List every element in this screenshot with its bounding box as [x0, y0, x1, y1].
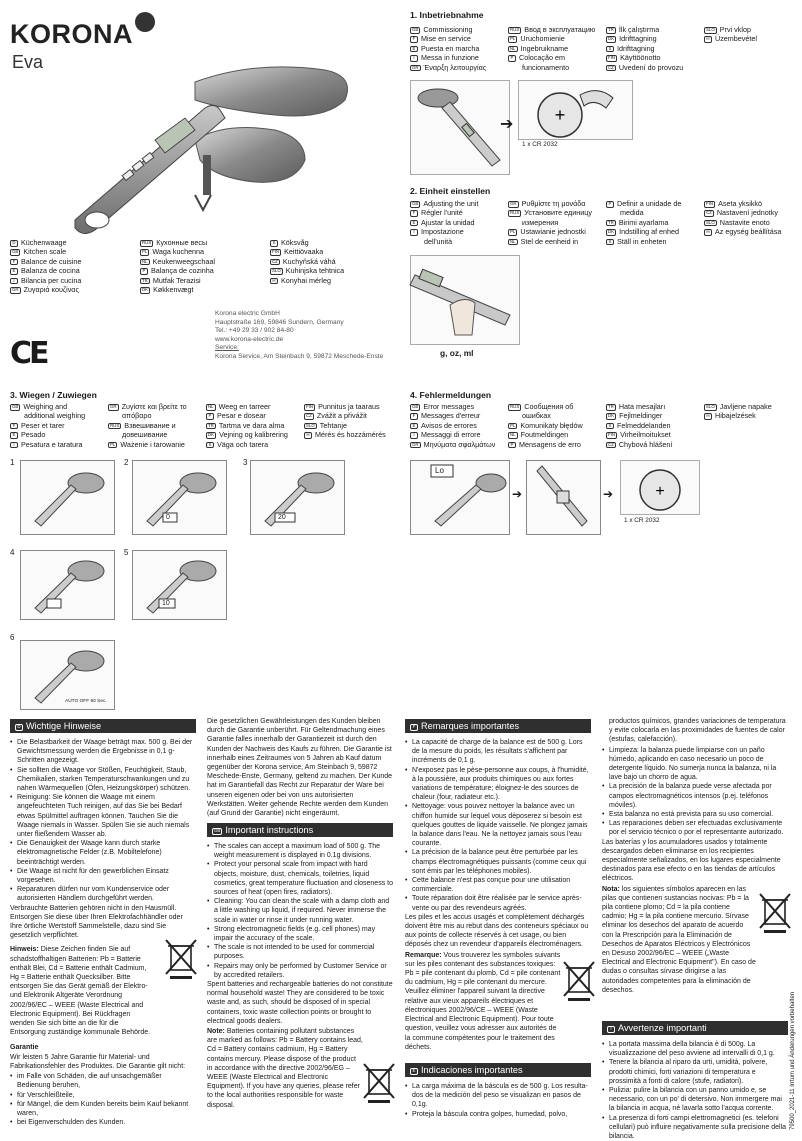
- de-hint-label: Hinweis:: [10, 946, 39, 954]
- brand-logo: KORONA: [10, 18, 155, 52]
- footer-code: 79500_2021-11 Irrtum und Änderungen vorbehalten: [790, 992, 796, 1130]
- de-warranty-bullet: • bei Eigenverschulden des Kunden.: [10, 1118, 196, 1127]
- it-bullet: • Tenere la bilancia al riparo da urti, umidità, polvere, prodotti chimici, forti variazioni di temperatura e prossimità a fonti di calore (stufe, radiatori).: [602, 1058, 788, 1086]
- it-header: I Avvertenze importanti: [602, 1021, 788, 1035]
- fr-header: F Remarques importantes: [405, 719, 591, 733]
- spoon-stem: [203, 155, 211, 195]
- lcd-value: 0: [166, 514, 170, 521]
- section4-figure-battery: [620, 460, 700, 515]
- section1-figure-scale: [410, 80, 510, 175]
- address-service-label: Service:: [215, 344, 239, 352]
- arrow-right-icon: ➔: [603, 487, 614, 501]
- en-note-text: Batteries containing pollutant substances are marked as follows: Pb = Battery contains lead, Cd = Battery contains cadmium, Hg = Battery contains mercury. Please dispose of the product in accordance with the directive 2002/96/EG – WEEE (Waste Electrical and Electronic Equipment). If you have any queries, please refer to the local authorities responsible for waste disposal.: [207, 1028, 363, 1109]
- en-bullet: • The scales can accept a maximum load of 500 g. The weight measurement is displayed in 0.1g divisions.: [207, 842, 393, 860]
- step-figure-5: [132, 550, 227, 620]
- section1-col3: TR İlk çalıştırma DK Idrifttagning S Idrifttagning FIN Käyttöönotto CZ Uvedení do provozu: [608, 25, 684, 72]
- arrow-right-icon: ➔: [512, 487, 523, 501]
- arrow-right-icon: ➔: [500, 116, 514, 133]
- it-bullet: • La portata massima della bilancia è di 500g. La visualizzazione del peso avviene ad intervalli di 0,1 g.: [602, 1040, 788, 1058]
- de-bullet: • Die Genauigkeit der Waage kann durch starke elektromagnetische Felder (z.B. Mobiltelefone) beeinträchtigt werden.: [10, 839, 196, 867]
- section3-col4: FIN Punnitus ja taaraus CZ Zvážit a přivážit SLO Tehtanje H Mérés és hozzámérés: [306, 402, 386, 440]
- en-note-label: Note:: [207, 1028, 225, 1036]
- de-bullet: • Sie sollten die Waage vor Stößen, Feuchtigkeit, Staub, Chemikalien, starken Temperaturschwankungen und zu nahen Wärmequellen (Öfen, Heizungskörper) schützen.: [10, 766, 196, 794]
- step-figure-1: [20, 460, 115, 535]
- section2-col1: GB Adjusting the unit F Régler l'unité E Ajustar la unidad I Impostazione dell'unità: [412, 199, 479, 246]
- weee-bin-icon: [560, 958, 598, 1002]
- section3-col3: NL Weeg en tarreer P Pesar e dosear TR Tartma ve dara alma DK Vejning og kalibrering S Väga och tarera: [208, 402, 288, 449]
- ce-mark: CE: [10, 336, 47, 371]
- de-bullet: • Reparaturen dürfen nur vom Kundenservice oder autorisierten Händlern durchgeführt werden.: [10, 885, 196, 903]
- address-tel: Tel.: +49 29 33 / 902 84-80: [215, 327, 294, 335]
- product-names-col1: D Küchenwaage GB Kitchen scale F Balance de cuisine E Balanza de cocina I Bilancia per cucina GR Ζυγαριά κουζίνας: [12, 238, 82, 295]
- es-body-cont: [602, 717, 788, 996]
- fr-note-label: Remarque:: [405, 951, 442, 959]
- step-figure-2: [132, 460, 227, 535]
- product-names-col2: RUS Кухонные весы PL Waga kuchenna NL Keukenweegschaal P Balança de cozinha TR Mutfak Terazisi DK Køkkenvægt: [142, 238, 215, 295]
- de-hint-text: Diese Zeichen finden Sie auf schadstoffhaltigen Batterien: Pb = Batterie enthält Blei, Cd = Batterie enthält Cadmium, Hg = Batterie enthält Quecksilber. Bitte entsorgen Sie das Gerät gemäß der Elektro- und Elektronik Altgeräte Verordnung 2002/96/EC – WEEE (Waste Electrical and Electronic Equipment). Bei Rückfragen wenden Sie sich bitte an die für die Entsorgung zuständige kommunale Behörde.: [10, 946, 151, 1037]
- es-cont-text: productos químicos, grandes variaciones de temperatura y evite colocarla en las proximidades de fuentes de calor (estufas, calefacción).: [609, 718, 786, 744]
- step-figure-4: [20, 550, 115, 620]
- fr-bullet: • Nettoyage: vous pouvez nettoyer la balance avec un chiffon humide sur lequel vous déposerez si besoin est quelques gouttes de liquide vaisselle. Ne plongez jamais la balance dans l'eau. Ne la nettoyez jamais sous l'eau courante.: [405, 802, 591, 848]
- section4-col3: TR Hata mesajları DK Fejlmeldinger S Felmeddelanden FIN Virheilmoitukset CZ Chybová hlášení: [608, 402, 673, 449]
- step-number: 2: [124, 458, 129, 467]
- product-names-col3: S Köksvåg FIN Keittiövaaka CZ Kuchyňská váhá SLO Kuhinjska tehtnica H Konyhai mérleg: [272, 238, 345, 285]
- section2-col3: P Definir a unidade de medida TR Birimi ayarlama DK Indstilling af enhed S Ställ in enheten: [608, 199, 682, 246]
- es-note-text: los siguientes símbolos aparecen en las pilas que contienen sustancias nocivas: Pb = la pila contiene plomo; Cd = la pila contiene cadmio; Hg = la pila contiene mercurio. Sírvase eliminar los desechos del aparato de acuerdo con la Prescripción para la Eliminación de Desechos de Aparatos Eléctricos y Electrónicos en Desuso 2002/96/EC – WEEE („Waste Electrical and Electronic Equipment"). En caso de dudas o consultas sírvase dirigirse a las autoridades competentes para la eliminación de desechos.: [602, 885, 756, 994]
- fr-note-text: Vous trouverez les symboles suivants sur les piles contenant des substances toxiques: Pb = pile contenant du plomb, Cd = pile contenant du cadmium, Hg = pile contenant du mercure. Veuillez éliminer l'appareil suivant la directive relative aux vieux appareils électriques et électroniques 2002/96/CE – WEEE (Waste Electrical and Electronic Equipment). Pour toute question, veuillez vous adresser aux autorités de la commune compétentes pour le traitement des déchets.: [405, 951, 561, 1051]
- fr-bullet: • N'exposez pas le pèse-personne aux coups, à l'humidité, à la poussière, aux produits chimiques ou aux fortes variations de température; éloignez-le des sources de chaleur (four, radiateur etc.).: [405, 766, 591, 803]
- en-bullet: • Cleaning: You can clean the scale with a damp cloth and a little washing up liquid, if required. Never immerse the scale in water or rinse it under running water.: [207, 897, 393, 925]
- de-bullet: • Die Belastbarkeit der Waage beträgt max. 500 g. Bei der Gewichtsmessung werden die Ergebnisse in 0,1 g-Schritten angezeigt.: [10, 738, 196, 766]
- de-warranty-bullet: • im Falle von Schäden, die auf unsachgemäßer Bedienung beruhen,: [10, 1072, 196, 1090]
- step-number: 6: [10, 633, 15, 642]
- section1-col1: GB Commissioning F Mise en service E Puesta en marcha I Messa in funzione GR Έναρξη λειτουργίας: [412, 25, 487, 72]
- svg-text:+: +: [554, 105, 566, 125]
- it-body: [602, 1040, 788, 1141]
- de-header: D Wichtige Hinweise: [10, 719, 196, 733]
- section4-col4: SLO Javljene napake H Hibajelzések: [706, 402, 772, 421]
- weee-bin-icon: [360, 1060, 398, 1104]
- section3-col1: GB Weighing and additional weighing F Peser et tarer E Pesado I Pesatura e taratura: [12, 402, 86, 449]
- fr-bullet: • La capacité de charge de la balance est de 500 g. Lors de la mesure du poids, les résultats s'affichent par incréments de 0,1 g.: [405, 738, 591, 766]
- de-bullet: • Die Waage ist nicht für den gewerblichen Einsatz vorgesehen.: [10, 867, 196, 885]
- section3-col2: GR Ζυγίστε και βρείτε το απόβαρο RUS Взвешивание и довешивание PL Ważenie i tarowanie: [110, 402, 187, 449]
- logo-dot-icon: [135, 12, 155, 32]
- lo-display: Lo: [435, 466, 444, 475]
- it-bullet: • La presenza di forti campi elettromagnetici (es. telefoni cellulari) può influire negativamente sulla precisione della bilancia.: [602, 1114, 788, 1141]
- de-warranty-bullet: • für Mängel, die dem Kunden bereits beim Kauf bekannt waren,: [10, 1100, 196, 1118]
- address-company: Korona electric GmbH: [215, 310, 280, 317]
- es-bullet: • Las reparaciones deben ser efectuadas exclusivamente por el servicio técnico o por el representante autorizado.: [602, 819, 788, 837]
- svg-text:+: +: [655, 483, 665, 500]
- section1-battery-label: 1 x CR 2032: [522, 141, 558, 148]
- de-battery-text: Verbrauchte Batterien gehören nicht in den Hausmüll. Entsorgen Sie diese über Ihren Elektrofachhändler oder Ihre örtliche Wertstoff Sammelstelle, dazu sind Sie gesetzlich verpflichtet.: [10, 904, 183, 940]
- hanging-hole: [85, 212, 109, 228]
- section4-col2: RUS Сообщения об ошибках PL Komunikaty błędów NL Foutmeldingen P Mensagens de erro: [510, 402, 583, 449]
- section1-figure-battery: [518, 80, 633, 140]
- section4-title: 4. Fehlermeldungen: [410, 390, 492, 400]
- section2-col2: GR Ρυθμίστε τη μονάδα RUS Установите единицу измерения PL Ustawianie jednostki NL Stel de eenheid in: [510, 199, 592, 246]
- es-bullet: • La carga máxima de la báscula es de 500 g. Los resulta- dos de la medición del peso se visualizan en pasos de 0,1g.: [405, 1082, 591, 1110]
- fr-bullet: • Toute réparation doit être réalisée par le service après-vente ou par des revendeurs agréés.: [405, 894, 591, 912]
- en-bullet: • Strong electromagnetic fields (e.g. cell phones) may impair the accuracy of the scale.: [207, 925, 393, 943]
- company-address: [215, 310, 383, 362]
- step-number: 5: [124, 548, 129, 557]
- lcd-value: 10: [162, 600, 170, 607]
- es-bullet: • La precisión de la balanza puede verse afectada por campos electromagnéticos intensos (p.ej. teléfonos móviles).: [602, 782, 788, 810]
- en-bullet: • Protect your personal scale from impact with hard objects, moisture, dust, chemicals, toiletries, liquid cosmetics, great temperature fluctuation and closeness to sources of heat (open fires, radiators).: [207, 860, 393, 897]
- es-body: [405, 1082, 591, 1119]
- address-service: Korona Service, Am Steinbach 9, 59872 Meschede-Enste: [215, 352, 384, 360]
- section1-title: 1. Inbetriebnahme: [410, 10, 484, 20]
- weee-bin-icon: [756, 890, 794, 934]
- step-number: 1: [10, 458, 15, 467]
- fr-bullet: • Cette balance n'est pas conçue pour une utilisation commerciale.: [405, 876, 591, 894]
- de-warranty-bullet: • für Verschleißteile,: [10, 1091, 196, 1100]
- de-warranty-title: Garantie: [10, 1043, 39, 1051]
- section2-col4: FIN Aseta yksikkö CZ Nastavení jednotky SLO Nastavite enoto H Az egység beállítása: [706, 199, 782, 237]
- section4-battery-label: 1 x CR 2032: [624, 517, 660, 524]
- spoon-scale-illustration: [55, 60, 385, 240]
- section4-figure-lo: [410, 460, 510, 535]
- section3-title: 3. Wiegen / Zuwiegen: [10, 390, 97, 400]
- es-bullet: • Limpieza: la balanza puede limpiarse con un paño húmedo, aplicando en caso necesario un poco de detergente líquido. No sumerja nunca la balanza, ni la lave bajo un chorro de agua.: [602, 746, 788, 783]
- es-battery-text: Las baterías y los acumuladores usados y totalmente descargados deben eliminarse en los recipientes especialmente señalizados, en los lugares especialmente destinados para ese efecto o en las tiendas de artículos eléctricos.: [602, 838, 781, 883]
- en-battery-text: Spent batteries and rechargeable batteries do not constitute normal household waste! They are considered to be toxic waste and, as such, should be disposed of in special containers, toxic waste collection points or brought to electrical goods dealers.: [207, 981, 393, 1025]
- fr-battery-text: Les piles et les accus usagés et complètement déchargés doivent être mis au rebut dans des conteneurs spéciaux ou aux points de collecte réservés à cet usage, ou bien déposés chez un revendeur d'appareils électroménagers.: [405, 913, 589, 949]
- es-header: E Indicaciones importantes: [405, 1063, 591, 1077]
- en-bullet: • Repairs may only be performed by Customer Service or by accredited retailers.: [207, 962, 393, 980]
- step-figure-3: [250, 460, 345, 535]
- step-number: 4: [10, 548, 15, 557]
- de-warranty-text: Wir leisten 5 Jahre Garantie für Material- und Fabrikationsfehler des Produktes. Die Garantie gilt nicht:: [10, 1053, 186, 1070]
- en-header: GB Important instructions: [207, 823, 393, 837]
- section4-figure-open: [526, 460, 601, 535]
- de-bullet: • Reinigung: Sie können die Waage mit einem angefeuchteten Tuch reinigen, auf das Sie bei Bedarf etwas Spülmittel auftragen können. Tauchen Sie die Waage niemals in Wasser. Spülen Sie sie auch niemals unter fließendem Wasser ab.: [10, 793, 196, 839]
- address-street: Hauptstraße 169, 59846 Sundern, Germany: [215, 318, 344, 326]
- de-warranty-cont: Die gesetzlichen Gewährleistungen des Kunden bleiben durch die Garantie unberührt. Für Geltendmachung eines Garantie falles innerhalb der Garantiezeit ist durch den Kunden der Nachweis des Kaufs zu führen. Die Garantie ist innerhalb eines Zeitraumes von 5 Jahren ab Kauf datum gegenüber der Korona service, Am Steinbach 9, 59872 Meschede-Enste, Germany, geltend zu machen. Der Kunde hat im Garantiefall das Recht zur Reparatur der Ware bei unseren eigenen oder bei von uns autorisierten Werkstätten. Weiter gehende Rechte werden dem Kunden (auf Grund der Garantie) nicht eingeräumt.: [207, 718, 393, 818]
- weee-bin-icon: [162, 936, 200, 980]
- section2-title: 2. Einheit einstellen: [410, 186, 491, 196]
- lcd-value: 20: [278, 514, 286, 521]
- it-bullet: • Pulizia: pulire la bilancia con un panno umido e, se necessario, con un po' di detersivo. Non immergere mai la bilancia in acqua, né lavarla sotto l'acqua corrente.: [602, 1086, 788, 1114]
- auto-off-label: AUTO OFF 60 Sec.: [65, 699, 107, 704]
- section2-units: g, oz, ml: [440, 348, 474, 358]
- address-web: www.korona-electric.de: [215, 335, 284, 343]
- spoon-fork: [195, 195, 211, 210]
- fr-bullet: • La précision de la balance peut être perturbée par les champs électromagnétiques puissants (comme ceux qui sont émis par les téléphones mobiles).: [405, 848, 591, 876]
- section1-col2: RUS Ввод в эксплуатацию PL Uruchomienie NL Ingebruikname P Colocação em funcionamento: [510, 25, 596, 72]
- spoon-bowl-small: [195, 128, 305, 183]
- step-number: 3: [243, 458, 248, 467]
- section1-col4: SLO Prvi vklop H Üzembevétel: [706, 25, 757, 44]
- es-bullet: • Proteja la báscula contra golpes, humedad, polvo,: [405, 1110, 591, 1119]
- en-bullet: • The scale is not intended to be used for commercial purposes.: [207, 943, 393, 961]
- fr-body: [405, 738, 591, 1053]
- section2-figure: [410, 255, 520, 345]
- es-note-label: Nota:: [602, 885, 620, 893]
- de-body: [10, 738, 196, 1127]
- step-figure-6: [20, 640, 115, 710]
- section4-col1: GB Error messages F Messages d'erreur E Avisos de errores I Messaggi di errore GR Μηνύματα σφαλμάτων: [412, 402, 496, 449]
- es-bullet: • Esta balanza no está prevista para su uso comercial.: [602, 810, 788, 819]
- model-name: Eva: [12, 52, 44, 72]
